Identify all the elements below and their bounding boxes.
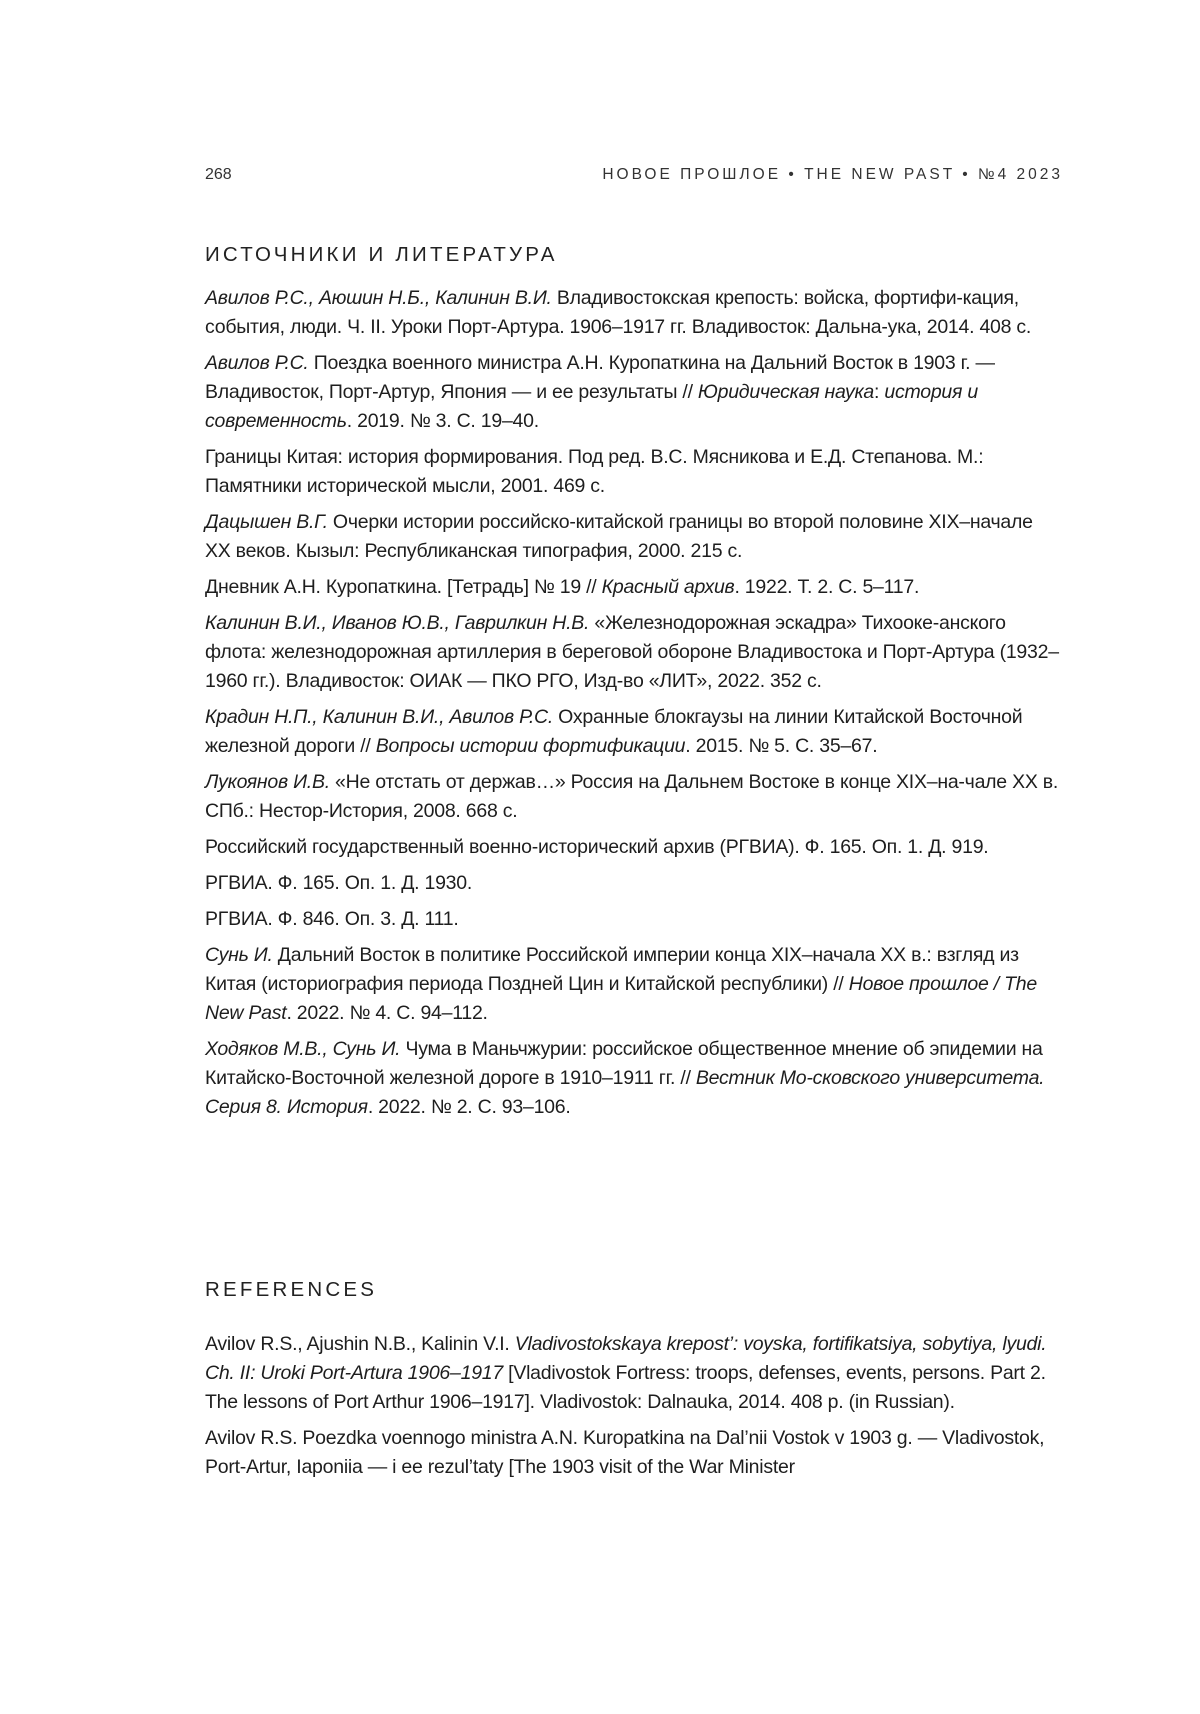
italic-text: Новое прошлое / The New Past xyxy=(205,973,1037,1024)
entry-text: РГВИА. Ф. 165. Оп. 1. Д. 1930. xyxy=(205,872,472,894)
italic-text: Сунь И. xyxy=(205,944,273,966)
sources-heading: ИСТОЧНИКИ И ЛИТЕРАТУРА xyxy=(205,243,1063,267)
italic-text: Авилов Р.С., Аюшин Н.Б., Калинин В.И. xyxy=(205,287,552,309)
journal-title: НОВОЕ ПРОШЛОЕ • THE NEW PAST • №4 2023 xyxy=(602,166,1063,184)
page-number: 268 xyxy=(205,166,232,184)
entry-text: : xyxy=(874,381,884,403)
italic-text: Вопросы истории фортификации xyxy=(376,735,686,757)
bibliography-entry xyxy=(205,703,1063,761)
bibliography-entry xyxy=(205,1424,1063,1482)
italic-text: Ходяков М.В., Сунь И. xyxy=(205,1038,400,1060)
bibliography-entry xyxy=(205,869,1063,898)
bibliography-entry xyxy=(205,905,1063,934)
entry-text: . 2019. № 3. С. 19–40. xyxy=(347,410,539,432)
entry-text: Дневник А.Н. Куропаткина. [Тетрадь] № 19 // xyxy=(205,576,602,598)
bibliography-entry xyxy=(205,508,1063,566)
references-list xyxy=(205,1330,1063,1482)
italic-text: Крадин Н.П., Калинин В.И., Авилов Р.С. xyxy=(205,706,553,728)
bibliography-entry xyxy=(205,573,1063,602)
bibliography-entry xyxy=(205,1035,1063,1122)
italic-text: Vladivostokskaya krepost’: voyska, fortifikatsiya, sobytiya, lyudi. Ch. II: Uroki Port-Artura 1906–1917 xyxy=(205,1333,1046,1384)
italic-text: Юридическая наука xyxy=(698,381,874,403)
bibliography-entry xyxy=(205,609,1063,696)
entry-text: Поездка военного министра А.Н. Куропаткина на Дальний Восток в 1903 г. — Владивосток, Порт-Артур, Япония — и ее результаты // xyxy=(205,352,995,403)
bibliography-entry xyxy=(205,1330,1063,1417)
entry-text: Границы Китая: история формирования. Под ред. В.С. Мясникова и Е.Д. Степанова. М.: Памятники исторической мысли, 2001. 469 с. xyxy=(205,446,983,497)
bibliography-entry xyxy=(205,443,1063,501)
entry-text: Очерки истории российско-китайской границы во второй половине XIX–начале XX веков. Кызыл: Республиканская типография, 2000. 215 с. xyxy=(205,511,1033,562)
references-heading: REFERENCES xyxy=(205,1278,1063,1302)
entry-text: Владивостокская крепость: войска, фортифи-кация, события, люди. Ч. II. Уроки Порт-Артура. 1906–1917 гг. Владивосток: Дальна-ука, 2014. 408 с. xyxy=(205,287,1031,338)
bibliography-entry xyxy=(205,941,1063,1028)
entry-text: Дальний Восток в политике Российской империи конца XIX–начала XX в.: взгляд из Китая (историография периода Поздней Цин и Китайской республики) // xyxy=(205,944,1019,995)
entry-text: Российский государственный военно-исторический архив (РГВИА). Ф. 165. Оп. 1. Д. 919. xyxy=(205,836,988,858)
entry-text: Охранные блокгаузы на линии Китайской Восточной железной дороги // xyxy=(205,706,1022,757)
italic-text: Калинин В.И., Иванов Ю.В., Гаврилкин Н.В. xyxy=(205,612,589,634)
bibliography-entry xyxy=(205,349,1063,436)
italic-text: история и современность xyxy=(205,381,978,432)
entry-text: Avilov R.S. Poezdka voennogo ministra A.N. Kuropatkina na Dal’nii Vostok v 1903 g. — Vladivostok, Port-Artur, Iaponiia — i ee rezul’taty [The 1903 visit of the War Minister xyxy=(205,1427,1044,1478)
entry-text: Avilov R.S., Ajushin N.B., Kalinin V.I. xyxy=(205,1333,515,1355)
running-head xyxy=(205,166,1063,188)
entry-text: «Не отстать от держав…» Россия на Дальнем Востоке в конце XIX–на-чале XX в. СПб.: Нестор-История, 2008. 668 с. xyxy=(205,771,1058,822)
italic-text: Дацышен В.Г. xyxy=(205,511,328,533)
bibliography-entry xyxy=(205,284,1063,342)
references-section xyxy=(205,1278,1063,1489)
italic-text: Лукоянов И.В. xyxy=(205,771,330,793)
entry-text: . 1922. Т. 2. С. 5–117. xyxy=(734,576,919,598)
bibliography-entry xyxy=(205,833,1063,862)
sources-section xyxy=(205,243,1063,1129)
entry-text: «Железнодорожная эскадра» Тихооке-анского флота: железнодорожная артиллерия в береговой обороне Владивостока и Порт-Артура (1932–1960 гг.). Владивосток: ОИАК — ПКО РГО, Изд-во «ЛИТ», 2022. 352 с. xyxy=(205,612,1059,692)
bibliography-entry xyxy=(205,768,1063,826)
entry-text: . 2022. № 4. С. 94–112. xyxy=(286,1002,487,1024)
entry-text: . 2015. № 5. С. 35–67. xyxy=(685,735,877,757)
entry-text: [Vladivostok Fortress: troops, defenses, events, persons. Part 2. The lessons of Port Arthur 1906–1917]. Vladivostok: Dalnauka, 2014. 408 p. (in Russian). xyxy=(205,1362,1046,1413)
entry-text: . 2022. № 2. С. 93–106. xyxy=(368,1096,571,1118)
sources-list xyxy=(205,284,1063,1122)
entry-text: Чума в Маньчжурии: российское общественное мнение об эпидемии на Китайско-Восточной железной дороге в 1910–1911 гг. // xyxy=(205,1038,1043,1089)
italic-text: Авилов Р.С. xyxy=(205,352,309,374)
italic-text: Красный архив xyxy=(602,576,735,598)
entry-text: РГВИА. Ф. 846. Оп. 3. Д. 111. xyxy=(205,908,459,930)
italic-text: Вестник Мо-сковского университета. Серия 8. История xyxy=(205,1067,1044,1118)
